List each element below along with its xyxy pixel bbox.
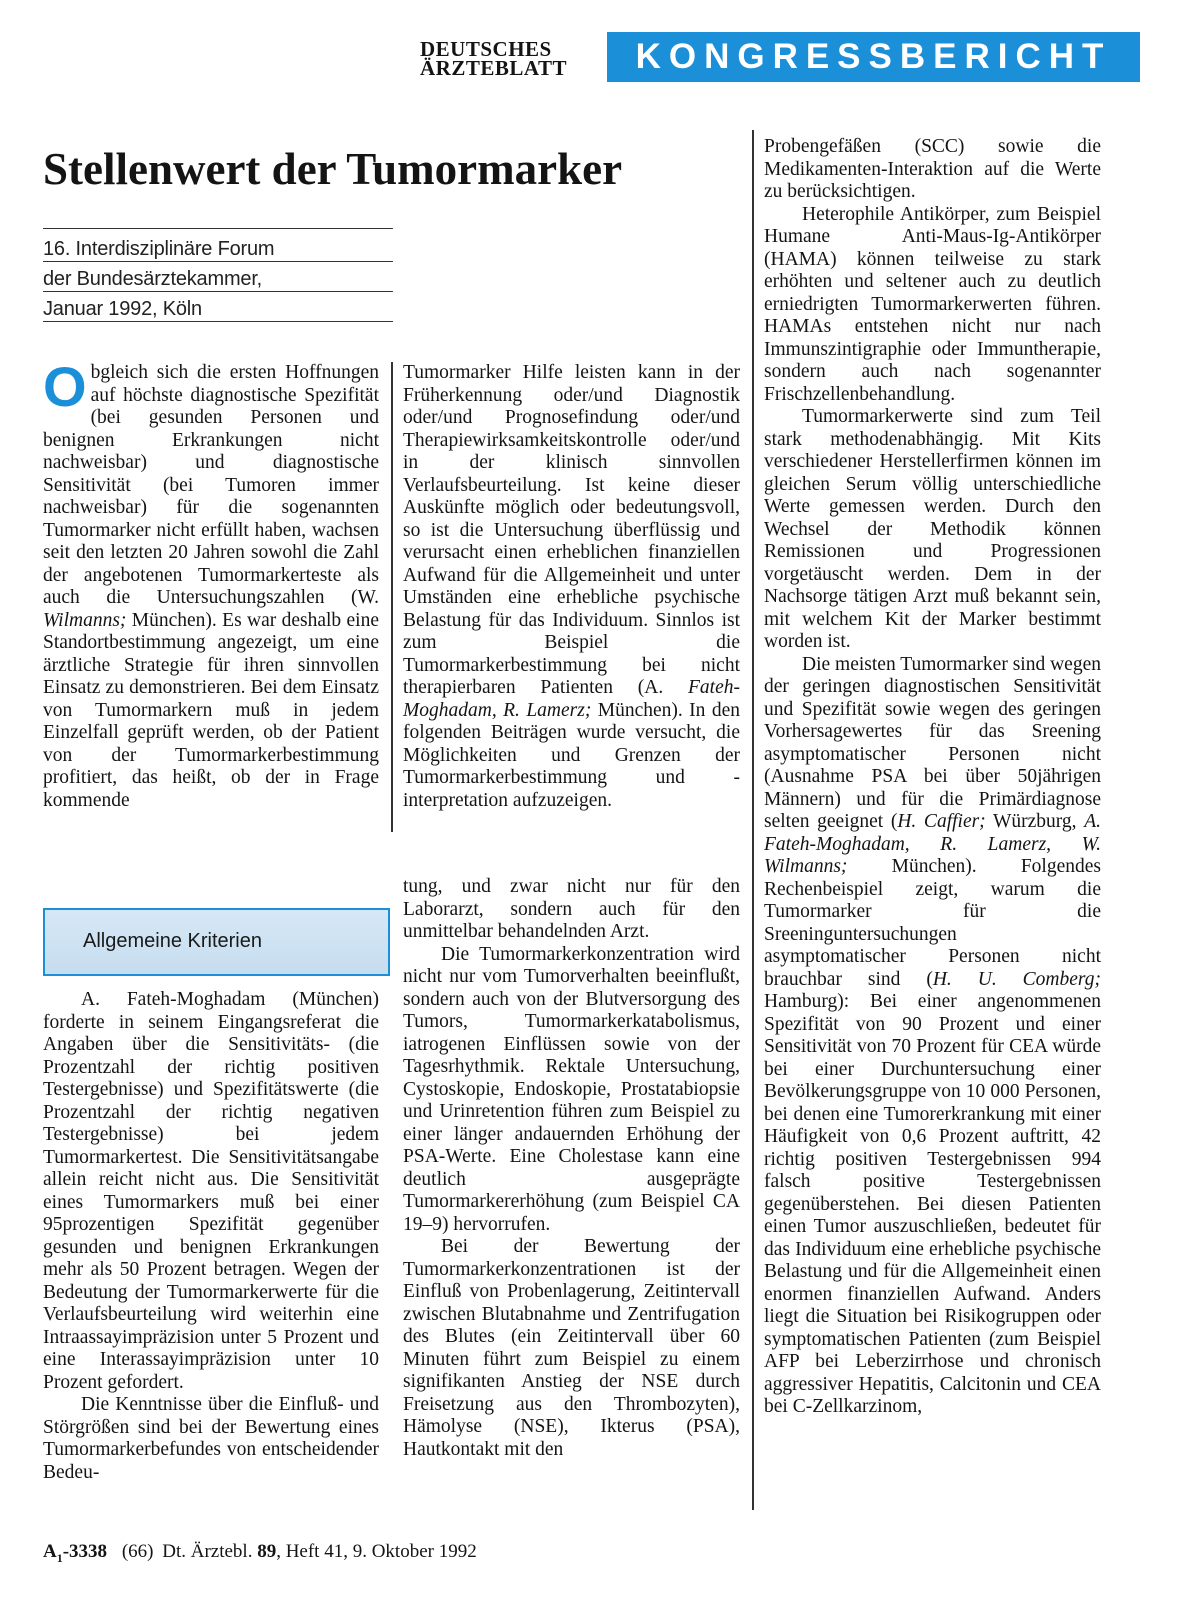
- issue-date: , Heft 41, 9. Oktober 1992: [276, 1541, 477, 1562]
- column-1-section: [43, 989, 379, 1484]
- event-rule-top: [43, 228, 393, 229]
- column-rule-1: [391, 362, 393, 832]
- event-info: [43, 232, 393, 322]
- page-number: (66): [121, 1541, 154, 1562]
- col3-paragraph-1: Probengefäßen (SCC) sowie die Medikamenten-Interaktion auf die Werte zu berücksichtigen.: [764, 136, 1101, 202]
- column-2-top: [403, 362, 740, 812]
- article-title: Stellenwert der Tumormarker: [43, 144, 623, 194]
- volume-number: 89: [257, 1541, 277, 1562]
- col2-paragraph-3: Die Tumormarkerkonzentration wird nicht nur vom Tumorverhalten beeinflußt, sondern auch von der Blutversorgung des Tumors, Tumormarkerkatabolismus, iatrogenen Einflüssen sowie von der Tagesrhythmik. Rektale Untersuchung, Cystoskopie, Endoskopie, Prostatabiopsie und Urinretention führen zum Beispiel zu einer länger andauernden Erhöhung der PSA-Werte. Eine Cholestase kann eine deutlich ausgeprägte Tumormarkererhöhung (zum Beispiel CA 19–9) hervorrufen.: [403, 943, 740, 1235]
- col3-paragraph-4: Die meisten Tumormarker sind wegen der geringen diagnostischen Sensitivität und Spezifität sowie wegen des geringen Vorhersagewertes für das Sreening asymptomatischer Personen nicht (Ausnahme PSA bei über 50jährigen Männern) und für die Primärdiagnose selten geeignet (H. Caffier; Würzburg, A. Fateh-Moghadam, R. Lamerz, W. Wilmanns; München). Folgendes Rechenbeispiel zeigt, warum die Tumormarker für die Sreeninguntersuchungen asymptomatischer Personen nicht brauchbar sind (H. U. Comberg; Hamburg): Bei einer angenommenen Spezifität von 90 Prozent und einer Sensitivität von 70 Prozent für CEA würde bei einer Durchuntersuchung einer Bevölkerungsgruppe von 10 000 Personen, bei denen eine Tumorerkrankung mit einer Häufigkeit von 0,6 Prozent auftritt, 42 richtig positiven Testergebnissen 994 falsch positive Testergebnissen gegenüberstehen. Bei diesen Patienten einen Tumor auszuschließen, bedeutet für das Individuum eine erhebliche psychische Belastung und für die Allgemeinheit einen enormen finanziellen Aufwand. Anders liegt die Situation bei Risikogruppen oder symptomatischen Patienten (zum Beispiel AFP bei Leberzirrhose und chronisch aggressiver Hepatitis, Calcitonin und CEA bei C-Zellkarzinom,: [764, 653, 1101, 1417]
- event-line-3: Januar 1992, Köln: [43, 292, 393, 322]
- intro-paragraph: Obgleich sich die ersten Hoffnungen auf höchste diagnostische Spezifität (bei gesunden Personen und benignen Erkrankungen nicht nachweisbar) und diagnostische Sensitivität (bei Tumoren immer nachweisbar) für die sogenannten Tumormarker nicht erfüllt haben, wachsen seit den letzten 20 Jahren sowohl die Zahl der angebotenen Tumormarkerteste als auch die Untersuchungszahlen (W. Wilmanns; München). Es war deshalb eine Standortbestimmung angezeigt, um eine ärztliche Strategie für ihren sinnvollen Einsatz zu demonstrieren. Bei dem Einsatz von Tumormarkern muß in jedem Einzelfall geprüft werden, ob der Patient von der Tumormarkerbestimmung profitiert, das heißt, ob der in Frage kommende: [43, 355, 379, 811]
- section-heading: Allgemeine Kriterien: [83, 930, 262, 952]
- event-line-1: 16. Interdisziplinäre Forum: [43, 232, 393, 262]
- col3-paragraph-3: Tumormarkerwerte sind zum Teil stark methodenabhängig. Mit Kits verschiedener Herstellerfirmen können im gleichen Serum völlig unterschiedliche Werte gemessen werden. Durch den Wechsel der Methodik können Remissionen und Progressionen vorgetäuscht werden. Dem in der Nachsorge tätigen Arzt muß bekannt sein, mit welchem Kit der Marker bestimmt worden ist.: [764, 406, 1101, 652]
- journal-logo: [420, 37, 590, 80]
- col2-paragraph-4: Bei der Bewertung der Tumormarkerkonzentrationen ist der Einfluß von Probenlagerung, Zeitintervall zwischen Blutabnahme und Zentrifugation des Blutes (ein Zeitintervall über 60 Minuten führt zum Beispiel zu einem signifikanten Anstieg der NSE durch Freisetzung aus den Thrombozyten), Hämolyse (NSE), Ikterus (PSA), Hautkontakt mit den: [403, 1236, 740, 1460]
- column-rule-2: [752, 130, 754, 1510]
- page-footer: [43, 1540, 477, 1570]
- event-line-2: der Bundesärztekammer,: [43, 262, 393, 292]
- col2-paragraph-1: Tumormarker Hilfe leisten kann in der Früherkennung oder/und Diagnostik oder/und Prognosefindung oder/und Therapiewirksamkeitskontrolle oder/und in der klinisch sinnvollen Verlaufsbeurteilung. Ist keine dieser Auskünfte möglich oder bedeutungsvoll, so ist die Untersuchung überflüssig und verursacht einen erheblichen finanziellen Aufwand für die Allgemeinheit und unter Umständen eine erhebliche psychische Belastung für das Individuum. Sinnlos ist zum Beispiel die Tumormarkerbestimmung bei nicht therapierbaren Patienten (A. Fateh-Moghadam, R. Lamerz; München). In den folgenden Beiträgen wurde versucht, die Möglichkeiten und Grenzen der Tumormarkerbestimmung und -interpretation aufzuzeigen.: [403, 362, 740, 811]
- column-3: [764, 136, 1101, 1419]
- column-1-intro: [43, 355, 379, 812]
- col2-paragraph-2: tung, und zwar nicht nur für den Laborarzt, sondern auch für den unmittelbar behandelnden Arzt.: [403, 876, 740, 942]
- section-paragraph-1: A. Fateh-Moghadam (München) forderte in seinem Eingangsreferat die Angaben über die Sensitivitäts- (die Prozentzahl der richtig positiven Testergebnisse) und Spezifitätswerte (die Prozentzahl der richtig negativen Testergebnisse) bei jedem Tumormarkertest. Die Sensitivitätsangabe allein reicht nicht aus. Die Sensitivität eines Tumormarkers muß bei einer 95prozentigen Spezifität gegenüber gesunden und benignen Erkrankungen mehr als 50 Prozent betragen. Wegen der Bedeutung der Tumormarkerwerte für die Verlaufsbeurteilung wird weiterhin eine Intraassayimpräzision unter 5 Prozent und eine Interassayimpräzision unter 10 Prozent gefordert.: [43, 989, 379, 1393]
- drop-cap: O: [43, 355, 87, 418]
- col3-paragraph-2: Heterophile Antikörper, zum Beispiel Humane Anti-Maus-Ig-Antikörper (HAMA) können teilweise zu stark erhöhten und seltener auch zu deutlich erniedrigten Tumormarkerwerten führen. HAMAs entstehen nicht nur nach Immunszintigraphie oder Immuntherapie, sondern auch nach sogenannter Frischzellenbehandlung.: [764, 203, 1101, 405]
- column-2-bottom: [403, 876, 740, 1461]
- section-paragraph-2: Die Kenntnisse über die Einfluß- und Störgrößen sind bei der Bewertung eines Tumormarkerbefundes von entscheidender Bedeu-: [43, 1394, 379, 1483]
- section-heading-box: [43, 908, 390, 976]
- page-code: $A_1-3338$: [43, 1541, 108, 1565]
- logo-line-2: ÄRZTEBLATT: [420, 56, 567, 80]
- logo-line-1: DEUTSCHES: [420, 37, 552, 61]
- section-banner: KONGRESSBERICHT: [607, 32, 1140, 82]
- journal-citation: Dt. Ärztebl.: [162, 1541, 253, 1562]
